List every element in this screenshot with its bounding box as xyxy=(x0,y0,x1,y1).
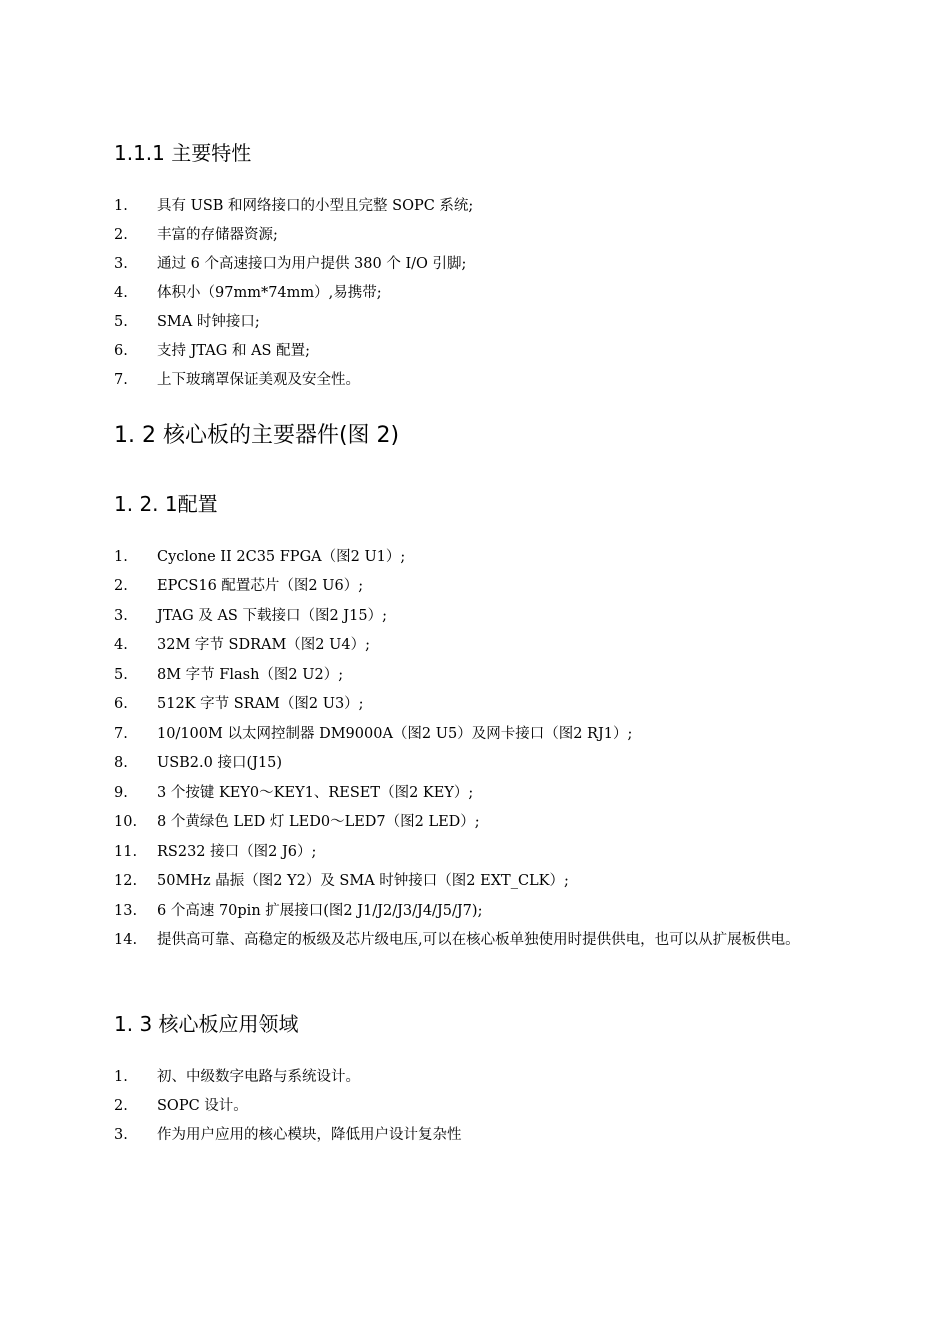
list-text: 丰富的存储器资源; xyxy=(157,227,278,243)
section-heading-configuration: 1. 2. 1配置 xyxy=(114,492,218,516)
list-number: 1. xyxy=(114,198,128,214)
list-text: 8M 字节 Flash（图2 U2）; xyxy=(157,667,344,683)
list-number: 3. xyxy=(114,608,128,624)
list-text: USB2.0 接口(J15) xyxy=(157,755,283,771)
list-number: 12. xyxy=(114,873,138,889)
section-heading-main-components: 1. 2 核心板的主要器件(图 2) xyxy=(114,423,400,448)
list-number: 1. xyxy=(114,549,128,565)
list-number: 10. xyxy=(114,814,138,830)
list-number: 7. xyxy=(114,372,128,388)
list-number: 13. xyxy=(114,903,138,919)
list-text: 初、中级数字电路与系统设计。 xyxy=(157,1069,360,1085)
list-number: 4. xyxy=(114,285,128,301)
list-text: 上下玻璃罩保证美观及安全性。 xyxy=(157,372,360,388)
list-number: 3. xyxy=(114,256,128,272)
section-heading-applications: 1. 3 核心板应用领域 xyxy=(114,1012,299,1036)
list-number: 8. xyxy=(114,755,128,771)
list-text: 3 个按键 KEY0～KEY1、RESET（图2 KEY）; xyxy=(157,785,474,801)
list-number: 11. xyxy=(114,844,138,860)
list-text: 体积小（97mm*74mm）,易携带; xyxy=(157,285,382,301)
list-text: 支持 JTAG 和 AS 配置; xyxy=(157,343,310,359)
list-text: 提供高可靠、高稳定的板级及芯片级电压,可以在核心板单独使用时提供供电，也可以从扩展板供电。 xyxy=(157,932,800,948)
list-number: 1. xyxy=(114,1069,128,1085)
list-text: 作为用户应用的核心模块，降低用户设计复杂性 xyxy=(157,1127,462,1143)
list-text: RS232 接口（图2 J6）; xyxy=(157,844,317,860)
list-text: Cyclone II 2C35 FPGA（图2 U1）; xyxy=(157,549,406,565)
list-number: 6. xyxy=(114,343,128,359)
list-text: 6 个高速 70pin 扩展接口(图2 J1/J2/J3/J4/J5/J7); xyxy=(157,903,483,919)
list-number: 2. xyxy=(114,1098,128,1114)
list-number: 5. xyxy=(114,314,128,330)
section-heading-features: 1.1.1 主要特性 xyxy=(114,141,252,165)
list-number: 9. xyxy=(114,785,128,801)
list-number: 4. xyxy=(114,637,128,653)
list-text: 具有 USB 和网络接口的小型且完整 SOPC 系统; xyxy=(157,198,474,214)
list-number: 14. xyxy=(114,932,138,948)
list-number: 2. xyxy=(114,227,128,243)
list-text: 8 个黄绿色 LED 灯 LED0～LED7（图2 LED）; xyxy=(157,814,480,830)
list-text: SOPC 设计。 xyxy=(157,1098,248,1114)
list-number: 7. xyxy=(114,726,128,742)
list-text: 通过 6 个高速接口为用户提供 380 个 I/O 引脚; xyxy=(157,256,467,272)
list-text: EPCS16 配置芯片（图2 U6）; xyxy=(157,578,364,594)
list-text: JTAG 及 AS 下载接口（图2 J15）; xyxy=(157,608,387,624)
list-text: 32M 字节 SDRAM（图2 U4）; xyxy=(157,637,370,653)
list-text: 10/100M 以太网控制器 DM9000A（图2 U5）及网卡接口（图2 RJ1）; xyxy=(157,726,633,742)
list-number: 5. xyxy=(114,667,128,683)
list-text: SMA 时钟接口; xyxy=(157,314,260,330)
list-number: 3. xyxy=(114,1127,128,1143)
list-text: 50MHz 晶振（图2 Y2）及 SMA 时钟接口（图2 EXT_CLK）; xyxy=(157,873,569,889)
list-text: 512K 字节 SRAM（图2 U3）; xyxy=(157,696,364,712)
list-number: 2. xyxy=(114,578,128,594)
list-number: 6. xyxy=(114,696,128,712)
